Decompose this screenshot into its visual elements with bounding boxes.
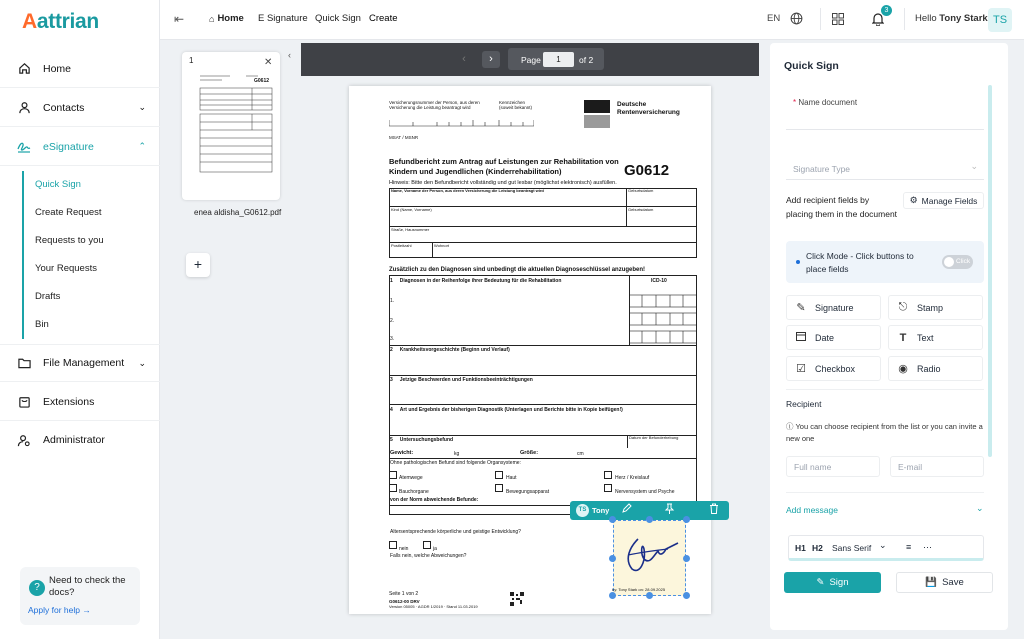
breadcrumb-create[interactable]: Create [369,13,398,24]
doc-checkbox [389,484,397,492]
doc-msat: MSAT / MSNR [389,135,419,140]
folder-icon [17,356,31,370]
submenu-create-request[interactable]: Create Request [35,207,102,218]
divider [820,8,821,30]
field-signature-button[interactable]: ✎ Signature [786,295,881,320]
submenu-quick-sign[interactable]: Quick Sign [35,179,81,190]
signature-icon: ✎ [816,577,825,588]
doc-foot2: Version 05005 · AGDR 1/2019 · Stand 11.03.2019 [389,604,478,609]
toggle-label: Click [956,258,971,265]
doc-foot1: G0612-00 DRV [389,599,420,604]
esignature-submenu [22,171,160,339]
chevron-down-icon[interactable]: ⌄ [879,540,887,550]
submenu-requests-to-you[interactable]: Requests to you [35,235,104,246]
user-greeting: Hello Tony Stark [915,13,988,24]
arrow-right-icon: → [82,605,91,615]
sidebar-item-file-management[interactable] [0,344,160,382]
panel-scrollbar[interactable] [988,85,992,457]
submenu-your-requests[interactable]: Your Requests [35,263,97,274]
page-label: Page [521,55,541,65]
recipient-info: ⓘ You can choose recipient from the list or you can invite a new one [786,422,983,443]
signature-caption: by: Tony Stark on: 28.09.2025 [612,587,666,592]
doc-name-label: Name, Vorname der Person, aus deren Versicherung die Leistung beantragt wird [391,188,544,193]
gear-icon: ⚙ [909,195,918,205]
avatar[interactable]: TS [988,8,1012,32]
collapse-panel-icon[interactable]: ‹ [288,50,291,60]
resize-handle[interactable] [683,516,690,523]
drv-logo-top [584,100,610,113]
edit-icon[interactable] [621,503,632,517]
sidebar-item-label: File Management [43,357,125,369]
doc-haut: Haut [506,475,517,481]
sidebar-item-home[interactable] [0,50,160,88]
doc-atem: Atemwege [399,475,423,481]
doc-wohnort-label: Wohnort [434,243,450,248]
collapse-sidebar-icon[interactable]: ⇤ [174,12,185,26]
doc-vers-label: Versicherungsnummer der Person, aus deren Versicherung die Leistung beantragt wird [389,100,480,111]
doc-geb-label: Geburtsdatum [628,188,654,193]
doc-gewicht: Gewicht: [390,450,414,456]
doc-section-4: 4 Art und Ergebnis der bisherigen Diagnostik (Unterlagen und Berichte bitte in Kopie beifügen!) [390,407,623,413]
sidebar-item-esignature[interactable] [0,128,160,166]
sign-button[interactable]: ✎ Sign [784,572,881,593]
thumbnail-preview [196,70,276,185]
doc-groesse: Größe: [520,450,539,456]
calendar-icon [787,331,815,344]
doc-datum-label: Datum der Befunderhebung [629,435,679,440]
thumbnail-page-number: 1 [189,56,194,65]
doc-icd-boxes [629,285,697,345]
globe-icon[interactable] [790,12,803,28]
doc-ohne: Ohne pathologischen Befund sind folgende Organsysteme: [390,460,521,466]
divider [786,389,984,390]
close-icon[interactable]: ✕ [264,57,273,68]
chevron-down-icon[interactable]: ⌄ [976,503,984,513]
click-mode-text: Click Mode - Click buttons to place fields [806,251,914,274]
ordered-list-icon[interactable]: ≡ [906,542,912,552]
signer-name: Tony [592,506,610,515]
save-button[interactable]: 💾 Save [896,572,993,593]
sidebar-item-label: Contacts [43,101,85,114]
submenu-bin[interactable]: Bin [35,319,49,330]
stamp-icon: ⎋ [898,301,908,313]
doc-checkbox [495,484,503,492]
resize-handle[interactable] [646,592,653,599]
page-total: of 2 [579,55,594,65]
doc-checkbox [604,484,612,492]
sidebar-item-administrator[interactable] [0,421,160,459]
thumbnail-filename: enea aldisha_G0612.pdf [194,208,282,217]
doc-strasse-label: Straße, Hausnummer [391,227,430,232]
resize-handle[interactable] [683,592,690,599]
recipient-name-input[interactable]: Full name [786,456,880,477]
add-message-toggle[interactable]: Add message [786,505,838,515]
checkbox-icon: ☑ [796,363,806,375]
doc-number-boxes [389,116,534,128]
toggle-knob [944,257,954,267]
page-input[interactable]: 1 [543,52,574,67]
home-icon: ⌂ [209,13,215,24]
page-thumbnail[interactable] [182,52,280,200]
doc-section-1: 1 Diagnosen in der Reihenfolge ihrer Bedeutung für die Rehabilitation [390,278,562,284]
panel-title: Quick Sign [784,60,839,72]
field-checkbox-button[interactable]: ☑ Checkbox [786,356,881,381]
drv-logo-bottom [584,115,610,128]
home-icon [17,62,31,76]
chevron-up-icon: ⌃ [138,141,146,151]
next-page-button[interactable]: › [482,51,500,68]
resize-handle[interactable] [609,555,616,562]
pin-icon[interactable] [664,503,675,517]
qr-code-icon [510,592,524,606]
add-fields-text: Add recipient fields by placing them in the document [786,195,898,219]
click-mode-box [786,241,984,283]
apps-grid-icon[interactable] [832,13,844,28]
doc-checkbox [389,471,397,479]
doc-herz: Herz / Kreislauf [615,475,650,481]
brand-logo[interactable]: Aattrian [22,10,99,33]
message-editor-toolbar [788,535,984,561]
doc-diag-2: 2. [390,318,395,324]
manage-fields-button[interactable]: ⚙ Manage Fields [903,192,984,209]
doc-plz-label: Postleitzahl [391,243,412,248]
doc-norm: von der Norm abweichende Befunde: [390,497,479,503]
info-dot [796,260,800,264]
help-title: Need to check the docs? [49,575,126,598]
resize-handle[interactable] [609,592,616,599]
doc-kind-label: Kind (Name, Vorname) [391,207,432,212]
field-radio-button[interactable]: ◉ Radio [888,356,983,381]
notification-badge: 3 [881,5,892,16]
name-document-input[interactable] [786,106,984,130]
signature-field[interactable] [613,520,686,596]
sidebar-item-contacts[interactable] [0,89,160,127]
sidebar-item-label: Home [43,62,72,75]
doc-icd-label: ICD-10 [651,278,667,284]
doc-kenn-label: Kennzeichen (soweit bekannt) [499,100,533,111]
recipient-title: Recipient [786,399,822,409]
signature-type-select[interactable]: Signature Type ⌄ [786,156,984,180]
doc-geb-label-2: Geburtsdatum [628,207,654,212]
user-icon [17,101,31,115]
doc-diag-1: 1. [390,298,395,304]
info-icon: ⓘ [786,422,796,431]
signature-drawing [620,529,682,581]
resize-handle[interactable] [609,516,616,523]
name-document-label: * Name document [793,98,858,107]
text-icon: T [899,331,907,344]
click-mode-toggle[interactable] [942,255,973,269]
signature-icon [17,140,31,154]
doc-checkbox [423,541,431,549]
doc-nein: nein [399,546,409,552]
prev-page-button[interactable]: ‹ [462,53,466,65]
doc-ja: ja [433,546,437,552]
breadcrumb-esignature[interactable]: E Signature [258,13,308,24]
submenu-drafts[interactable]: Drafts [35,291,61,302]
sidebar-item-label: Extensions [43,395,95,408]
radio-icon: ◉ [898,363,908,375]
recipient-email-input[interactable]: E-mail [890,456,984,477]
doc-bauch: Bauchorgane [399,489,429,495]
save-icon: 💾 [925,577,938,588]
doc-hinweis: Hinweis: Bitte den Befundbericht vollständig und gut lesbar (möglichst elektronisch) ausfüllen. [389,180,617,186]
sidebar-item-extensions[interactable] [0,383,160,421]
apply-help-link[interactable]: Apply for help → [28,605,91,615]
question-icon: ? [29,580,45,596]
drv-logo-text: Deutsche Rentenversicherung [617,101,680,116]
resize-handle[interactable] [646,516,653,523]
doc-checkbox [495,471,503,479]
heading2-button[interactable]: H2 [812,543,823,553]
doc-checkbox [389,541,397,549]
font-select[interactable]: Sans Serif [832,543,872,553]
bag-icon [17,395,31,409]
resize-handle[interactable] [683,555,690,562]
doc-cm: cm [577,451,584,457]
trash-icon[interactable] [709,503,719,517]
sidebar-item-label: Administrator [43,434,105,446]
doc-zusaetzlich: Zusätzlich zu den Diagnosen sind unbedingt die aktuellen Diagnoseschlüssel anzugeben! [389,267,646,273]
sidebar-item-label: eSignature [43,140,94,153]
doc-nerv: Nervensystem und Psyche [615,489,675,495]
thumbnail-code: G0612 [254,78,270,84]
chevron-down-icon: ⌄ [138,102,146,112]
heading1-button[interactable]: H1 [795,543,806,553]
field-date-button[interactable]: Date [786,325,881,350]
doc-seite: Seite 1 von 2 [389,591,419,597]
doc-falls: Falls nein, welche Abweichungen? [390,553,467,559]
breadcrumb-home[interactable]: ⌂ Home [209,13,244,24]
doc-code: G0612 [624,162,670,179]
doc-diag-3: 3. [390,336,395,342]
doc-checkbox [604,471,612,479]
chevron-down-icon: ⌄ [970,161,978,171]
language-selector[interactable]: EN [767,13,781,24]
field-text-button[interactable]: T Text [888,325,983,350]
field-stamp-button[interactable]: ⎋ Stamp [888,295,983,320]
doc-kg: kg [454,451,460,457]
chevron-down-icon: ⌄ [138,357,146,368]
breadcrumb-quick-sign[interactable]: Quick Sign [315,13,361,24]
pen-icon: ✎ [796,302,806,314]
help-card [20,567,140,625]
doc-beweg: Bewegungsapparat [506,489,550,495]
bullet-list-icon[interactable]: ⋯ [923,542,932,552]
divider [904,8,905,30]
divider [786,492,984,493]
add-document-button[interactable]: + [186,253,210,277]
signer-avatar: TS [576,504,589,517]
doc-alters: Altersentsprechende körperliche und geistige Entwicklung? [390,529,521,535]
doc-section-5: 5 Untersuchungsbefund [390,437,454,443]
admin-icon [17,433,31,447]
doc-title: Befundbericht zum Antrag auf Leistungen zur Rehabilitation von Kindern und Jugendlichen (Kinderrehabilitation) [389,157,619,176]
doc-section-2: 2 Krankheitsvorgeschichte (Beginn und Verlauf) [390,347,510,353]
doc-section-3: 3 Jetzige Beschwerden und Funktionsbeeinträchtigungen [390,377,533,383]
